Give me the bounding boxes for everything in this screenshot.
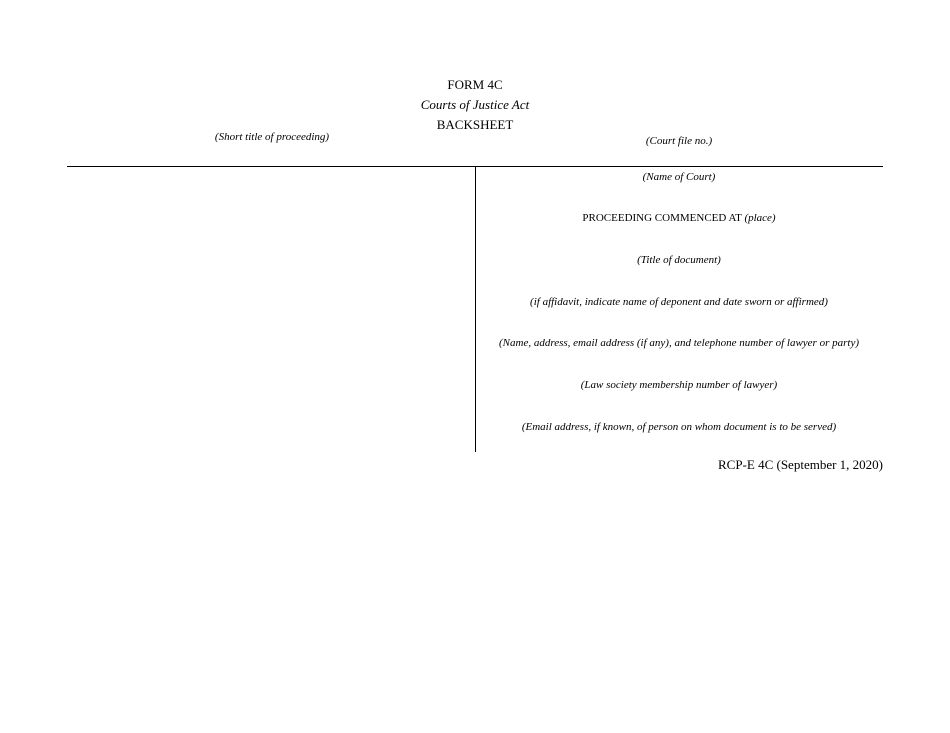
proceeding-commenced-label: PROCEEDING COMMENCED AT [582,212,742,224]
act-name: Courts of Justice Act [420,97,530,112]
serve-email-placeholder: (Email address, if known, of person on whom document is to be served) [521,421,837,433]
form-number: FORM 4C [447,77,503,92]
document-type-heading: BACKSHEET [436,117,514,132]
short-title-placeholder: (Short title of proceeding) [214,131,330,143]
affidavit-note: (if affidavit, indicate name of deponent and date sworn or affirmed) [530,296,828,308]
proceeding-place-placeholder: (place) [744,212,776,224]
law-society-number-placeholder: (Law society membership number of lawyer) [580,379,778,391]
form-version-footer: RCP-E 4C (September 1, 2020) [717,457,883,472]
vertical-divider [475,166,476,452]
court-file-number-placeholder: (Court file no.) [645,135,713,147]
court-name-placeholder: (Name of Court) [642,171,716,183]
proceeding-commenced-line [478,211,880,225]
lawyer-contact-placeholder: (Name, address, email address (if any), and telephone number of lawyer or party) [499,337,859,349]
document-title-placeholder: (Title of document) [637,254,721,266]
